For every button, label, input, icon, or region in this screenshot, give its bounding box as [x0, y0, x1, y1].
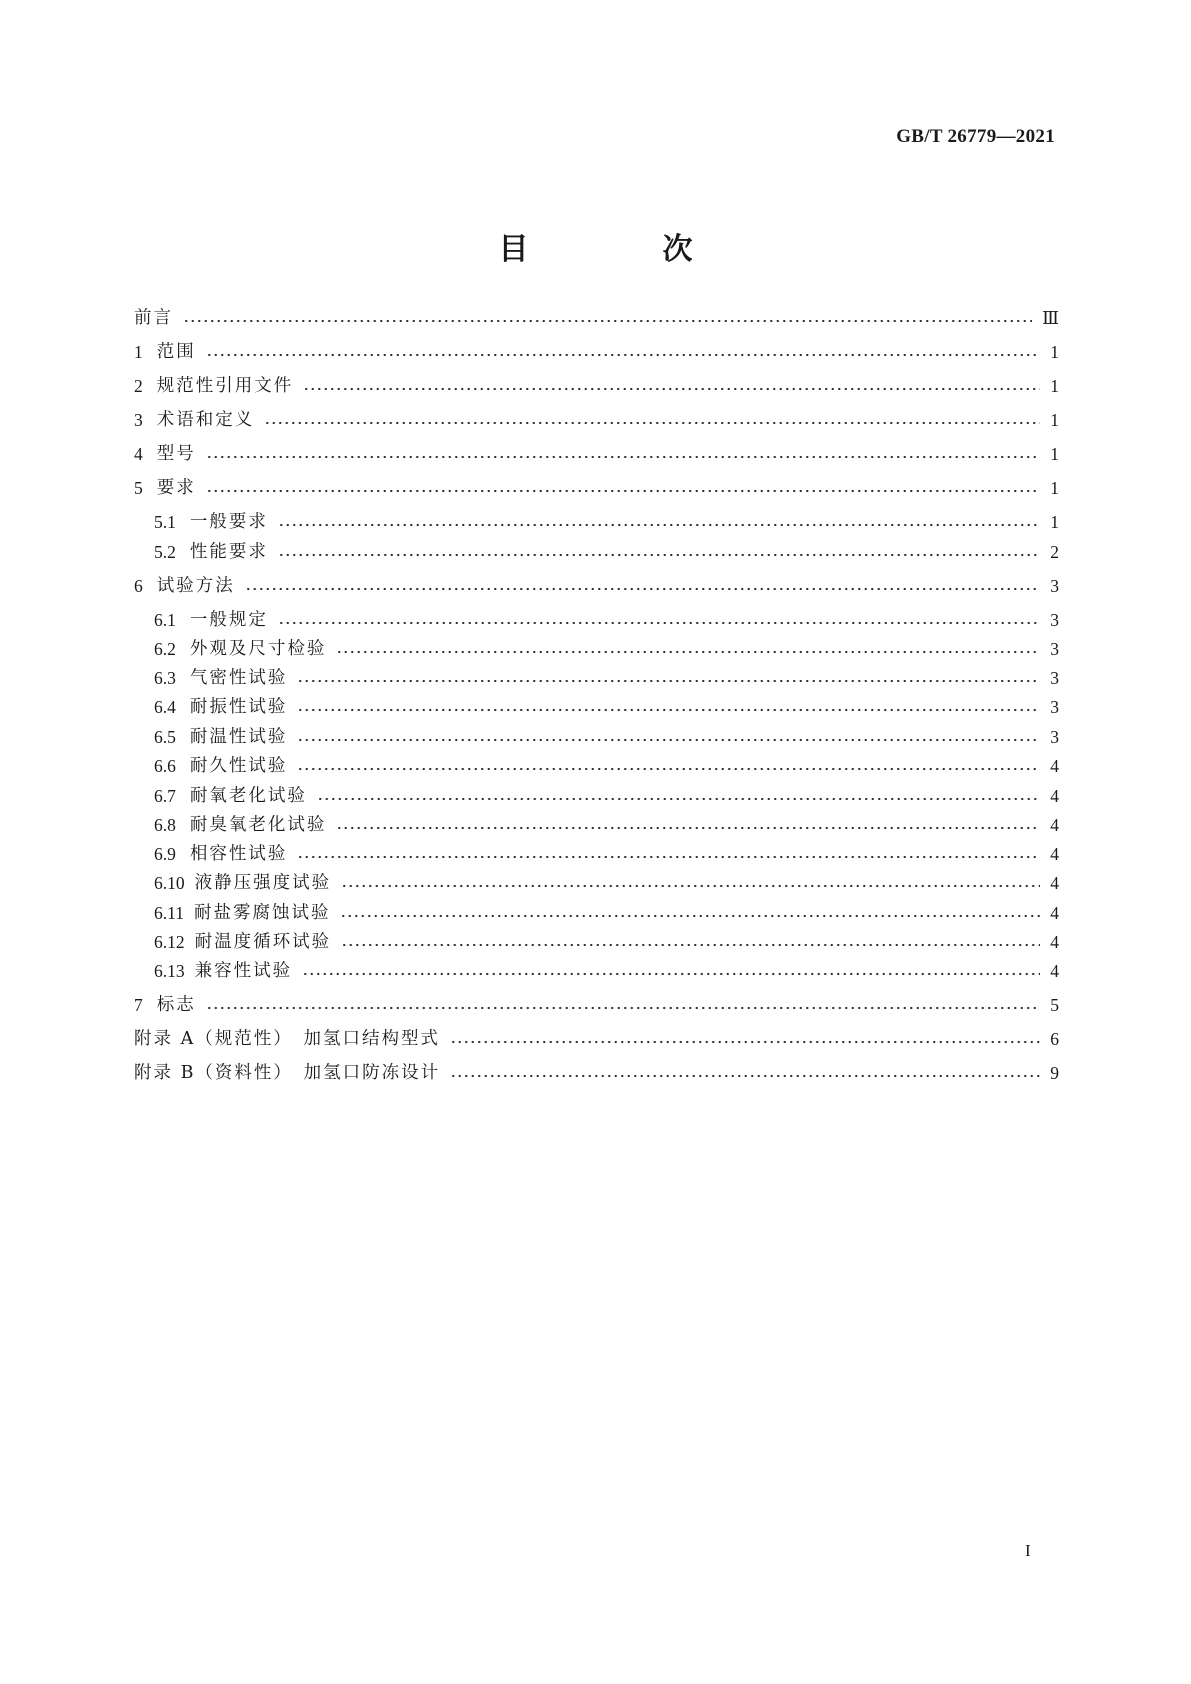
toc-leader-dots [278, 510, 1040, 534]
toc-entry-number: 3 [134, 410, 143, 430]
toc-entry[interactable] [134, 1061, 1059, 1085]
toc-entry-number: 2 [134, 376, 143, 396]
toc-entry-title: 耐久性试验 [189, 756, 288, 776]
toc-leader-dots [297, 666, 1040, 690]
toc-entry[interactable] [134, 1027, 1059, 1051]
toc-entry-number: 7 [134, 995, 143, 1015]
toc-entry[interactable] [134, 306, 1059, 330]
toc-entry-page: 3 [1050, 639, 1059, 659]
toc-entry[interactable] [134, 993, 1059, 1017]
document-code: GB/T 26779—2021 [896, 126, 1055, 147]
toc-entry-title: 范围 [156, 342, 196, 362]
toc-entry-title: 前言 [134, 308, 173, 328]
toc-entry[interactable] [134, 374, 1059, 398]
toc-entry-page: Ⅲ [1042, 308, 1059, 328]
toc-entry-number: 6 [134, 576, 143, 596]
toc-entry-title: 耐振性试验 [189, 697, 288, 717]
toc-leader-dots [297, 725, 1040, 749]
toc-entry-title: 耐氧老化试验 [189, 786, 307, 806]
toc-entry[interactable] [154, 666, 1059, 690]
toc-leader-dots [278, 540, 1040, 564]
toc-entry-page: 3 [1050, 610, 1059, 630]
toc-leader-dots [341, 871, 1040, 895]
toc-leader-dots [303, 374, 1040, 398]
toc-entry-title: 气密性试验 [189, 668, 288, 688]
toc-leader-dots [336, 813, 1040, 837]
toc-leader-dots [302, 959, 1040, 983]
toc-entry-title: 相容性试验 [189, 844, 288, 864]
toc-entry-number: 6.9 [154, 844, 176, 864]
toc-leader-dots [206, 993, 1041, 1017]
toc-entry-page: 9 [1050, 1063, 1059, 1083]
toc-entry-title: 术语和定义 [156, 410, 255, 430]
toc-entry-page: 4 [1050, 815, 1059, 835]
toc-entry[interactable] [154, 784, 1059, 808]
toc-entry-title: 一般要求 [189, 512, 268, 532]
toc-entry-number: 4 [134, 444, 143, 464]
toc-entry[interactable] [134, 476, 1059, 500]
toc-entry[interactable] [134, 442, 1059, 466]
toc-entry-page: 1 [1050, 512, 1059, 532]
toc-entry-title: 型号 [156, 444, 196, 464]
toc-entry[interactable] [154, 930, 1059, 954]
toc-entry-number: 5.2 [154, 542, 176, 562]
toc-entry-page: 1 [1050, 478, 1059, 498]
toc-leader-dots [297, 695, 1040, 719]
toc-leader-dots [297, 842, 1040, 866]
toc-entry-page: 3 [1050, 727, 1059, 747]
toc-entry-page: 4 [1050, 786, 1059, 806]
toc-entry-number: 6.1 [154, 610, 176, 630]
toc-entry-page: 1 [1050, 376, 1059, 396]
toc-entry[interactable] [154, 901, 1059, 925]
toc-title: 目 次 [498, 232, 745, 267]
toc-entry[interactable] [154, 725, 1059, 749]
toc-entry[interactable] [134, 574, 1059, 598]
toc-entry[interactable] [154, 540, 1059, 564]
toc-leader-dots [183, 306, 1032, 330]
toc-entry[interactable] [154, 813, 1059, 837]
toc-entry[interactable] [134, 408, 1059, 432]
toc-leader-dots [297, 754, 1040, 778]
toc-entry-title: 附录 B（资料性） 加氢口防冻设计 [134, 1063, 441, 1083]
toc-entry[interactable] [154, 754, 1059, 778]
toc-entry-number: 6.8 [154, 815, 176, 835]
toc-entry-page: 2 [1050, 542, 1059, 562]
toc-entry-page: 4 [1050, 961, 1059, 981]
toc-entry-title: 耐温度循环试验 [194, 932, 332, 952]
toc-leader-dots [206, 476, 1041, 500]
toc-entry-title: 附录 A（规范性） 加氢口结构型式 [134, 1029, 440, 1049]
toc-entry-number: 6.6 [154, 756, 176, 776]
toc-leader-dots [206, 340, 1041, 364]
toc-entry-number: 6.2 [154, 639, 176, 659]
toc-entry-title: 标志 [156, 995, 196, 1015]
page-number: I [1025, 1541, 1031, 1560]
toc-entry[interactable] [154, 637, 1059, 661]
toc-entry[interactable] [154, 959, 1059, 983]
toc-entry-number: 6.4 [154, 697, 176, 717]
toc-leader-dots [341, 930, 1040, 954]
toc-entry[interactable] [134, 340, 1059, 364]
toc-entry[interactable] [154, 871, 1059, 895]
toc-entry-number: 6.5 [154, 727, 176, 747]
toc-entry-number: 6.10 [154, 873, 185, 893]
toc-entry-title: 试验方法 [156, 576, 235, 596]
toc-entry-number: 6.13 [154, 961, 185, 981]
toc-entry-title: 性能要求 [189, 542, 268, 562]
toc-entry-number: 6.3 [154, 668, 176, 688]
toc-entry-title: 兼容性试验 [194, 961, 293, 981]
toc-entry-page: 1 [1050, 342, 1059, 362]
toc-entry-page: 5 [1050, 995, 1059, 1015]
toc-entry[interactable] [154, 608, 1059, 632]
toc-entry-page: 3 [1050, 697, 1059, 717]
toc-entry-number: 5.1 [154, 512, 176, 532]
toc-leader-dots [278, 608, 1040, 632]
toc-entry-page: 4 [1050, 844, 1059, 864]
toc-leader-dots [336, 637, 1040, 661]
toc-entry-number: 6.12 [154, 932, 185, 952]
toc-entry-page: 4 [1050, 756, 1059, 776]
toc-entry-page: 3 [1050, 576, 1059, 596]
toc-entry-page: 1 [1050, 444, 1059, 464]
toc-entry-title: 耐温性试验 [189, 727, 288, 747]
toc-entry-number: 1 [134, 342, 143, 362]
toc-entry-title: 一般规定 [189, 610, 268, 630]
toc-leader-dots [450, 1061, 1040, 1085]
toc-entry-title: 液静压强度试验 [194, 873, 332, 893]
toc-entry-title: 耐盐雾腐蚀试验 [193, 903, 331, 923]
toc-entry-page: 4 [1050, 932, 1059, 952]
toc-entry[interactable] [154, 842, 1059, 866]
toc-entry-number: 6.11 [154, 903, 184, 923]
toc-leader-dots [340, 901, 1040, 925]
toc-leader-dots [317, 784, 1040, 808]
toc-entry-title: 规范性引用文件 [156, 376, 294, 396]
toc-leader-dots [206, 442, 1041, 466]
toc-entry[interactable] [154, 695, 1059, 719]
toc-entry-title: 耐臭氧老化试验 [189, 815, 327, 835]
toc-entry-page: 3 [1050, 668, 1059, 688]
toc-entry-number: 5 [134, 478, 143, 498]
toc-entry-title: 外观及尺寸检验 [189, 639, 327, 659]
toc-entry-page: 4 [1050, 873, 1059, 893]
toc-leader-dots [450, 1027, 1040, 1051]
toc-entry-page: 1 [1050, 410, 1059, 430]
toc-entry-title: 要求 [156, 478, 196, 498]
toc-entry-number: 6.7 [154, 786, 176, 806]
toc-entry[interactable] [154, 510, 1059, 534]
toc-entry-page: 6 [1050, 1029, 1059, 1049]
toc-entry-page: 4 [1050, 903, 1059, 923]
toc-leader-dots [264, 408, 1040, 432]
toc-leader-dots [245, 574, 1041, 598]
